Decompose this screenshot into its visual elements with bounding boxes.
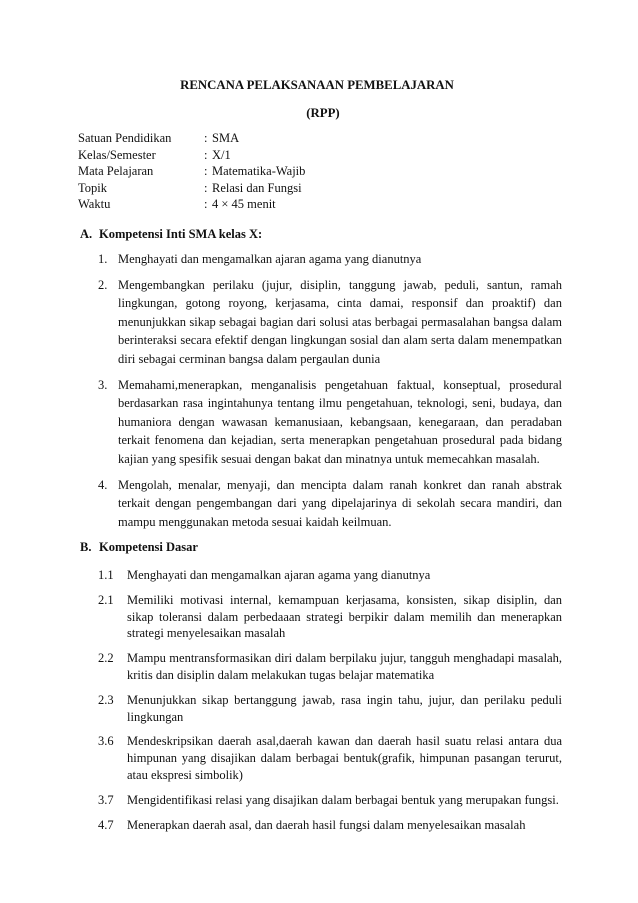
identity-value: SMA [212, 131, 240, 145]
list-item-text: Menghayati dan mengamalkan ajaran agama yang dianutnya [118, 252, 422, 266]
list-item [80, 692, 562, 726]
list-item [80, 476, 562, 532]
section-letter: A. [80, 227, 93, 241]
identity-key: Satuan Pendidikan [78, 131, 172, 145]
identity-value: Matematika-Wajib [212, 164, 306, 179]
section-heading [80, 224, 562, 244]
list-item-number: 3.6 [98, 734, 114, 749]
list-item-text: Mengembangkan perilaku (jujur, disiplin, tanggung jawab, peduli, santun, ramah lingkungan, gotong royong, kerjasama, cinta damai, responsif dan proaktif) dan menunjukkan sikap sebagai bagian dari solusi atas berbagai permasalahan bangsa dalam berinteraksi secara efektif dengan lingkungan sosial dan alam serta dalam menempatkan diri sebagai cerminan bangsa dalam pergaulan dunia [118, 277, 562, 366]
identity-value: 4 × 45 menit [212, 197, 276, 212]
document-subtitle [0, 106, 638, 121]
section-heading-text: Kompetensi Dasar [99, 540, 198, 554]
list-item [80, 650, 562, 684]
identity-key: Kelas/Semester [78, 147, 156, 162]
list-item [80, 592, 562, 642]
list-item-text: Mengolah, menalar, menyaji, dan mencipta dalam ranah konkret dan ranah abstrak terkait dengan pengembangan dari yang dipelajarinya di sekolah secara mandiri, dan mampu menggunakan metoda sesuai kaidah keilmuan. [118, 477, 562, 529]
list-item-number: 4.7 [98, 817, 114, 832]
section-heading-text: Kompetensi Inti SMA kelas X: [99, 227, 263, 241]
section-kompetensi-dasar [80, 537, 562, 833]
identity-separator: : [204, 147, 208, 162]
list-item [80, 733, 562, 783]
identity-separator: : [204, 197, 208, 212]
document-title-text: RENCANA PELAKSANAAN PEMBELAJARAN [180, 78, 454, 92]
list-item-number: 3.7 [98, 792, 114, 807]
list-item [80, 376, 562, 469]
identity-row [78, 196, 578, 213]
list-item-text: Mampu mentransformasikan diri dalam berpilaku jujur, tangguh menghadapi masalah, kritis dan disiplin dalam melakukan tugas belajar matematika [127, 651, 562, 682]
document-subtitle-text: (RPP) [306, 106, 340, 120]
kompetensi-inti-list [80, 250, 562, 531]
identity-key: Waktu [78, 197, 111, 212]
identity-row [78, 147, 578, 164]
list-item-text: Menghayati dan mengamalkan ajaran agama yang dianutnya [127, 568, 431, 582]
identity-key: Mata Pelajaran [78, 164, 154, 179]
list-item-number: 1.1 [98, 568, 114, 582]
identity-row [78, 180, 578, 197]
list-item-number: 2.2 [98, 651, 114, 666]
list-item-number: 2.1 [98, 592, 114, 607]
list-item-number: 3. [98, 377, 108, 392]
list-item-number: 4. [98, 477, 108, 492]
list-item [80, 276, 562, 369]
identity-key: Topik [78, 180, 107, 195]
identity-row [78, 130, 578, 147]
identity-separator: : [204, 131, 208, 145]
list-item [80, 817, 562, 834]
list-item-text: Memiliki motivasi internal, kemampuan kerjasama, konsisten, sikap disiplin, dan sikap toleransi dalam perbedaaan strategi berpikir dalam memilih dan menerapkan strategi menyelesaikan masalah [127, 592, 562, 641]
list-item-text: Menunjukkan sikap bertanggung jawab, rasa ingin tahu, jujur, dan perilaku peduli lingkungan [127, 692, 562, 724]
list-item [80, 567, 562, 584]
section-kompetensi-inti [80, 224, 562, 531]
list-item [80, 250, 562, 269]
list-item-number: 2.3 [98, 692, 114, 707]
identity-table [78, 130, 578, 213]
identity-row [78, 163, 578, 180]
list-item-text: Mendeskripsikan daerah asal,daerah kawan dan daerah hasil suatu relasi antara dua himpunan yang disajikan dalam berbagai bentuk(grafik, himpunan pasangan terurut, atau ekspresi simbolik) [127, 734, 562, 782]
section-heading [80, 537, 562, 557]
document-title [0, 78, 638, 93]
identity-separator: : [204, 164, 208, 179]
section-letter: B. [80, 540, 92, 554]
list-item-number: 1. [98, 252, 108, 266]
identity-value: Relasi dan Fungsi [212, 180, 302, 195]
identity-value: X/1 [212, 147, 231, 162]
list-item-text: Menerapkan daerah asal, dan daerah hasil fungsi dalam menyelesaikan masalah [127, 817, 526, 832]
list-item-text: Memahami,menerapkan, menganalisis pengetahuan faktual, konseptual, prosedural berdasarkan rasa ingintahunya tentang ilmu pengetahuan, teknologi, seni, budaya, dan humaniora dengan wawasan kemanusiaan, kebangsaan, kenegaraan, dan peradaban terkait fenomena dan kejadian, serta menerapkan pengetahuan prosedural pada bidang kajian yang spesifik sesuai dengan bakat dan minatnya untuk memecahkan masalah. [118, 377, 562, 466]
list-item [80, 792, 562, 809]
identity-separator: : [204, 180, 208, 195]
list-item-number: 2. [98, 277, 108, 292]
list-item-text: Mengidentifikasi relasi yang disajikan dalam berbagai bentuk yang merupakan fungsi. [127, 792, 559, 807]
kompetensi-dasar-list [80, 567, 562, 833]
